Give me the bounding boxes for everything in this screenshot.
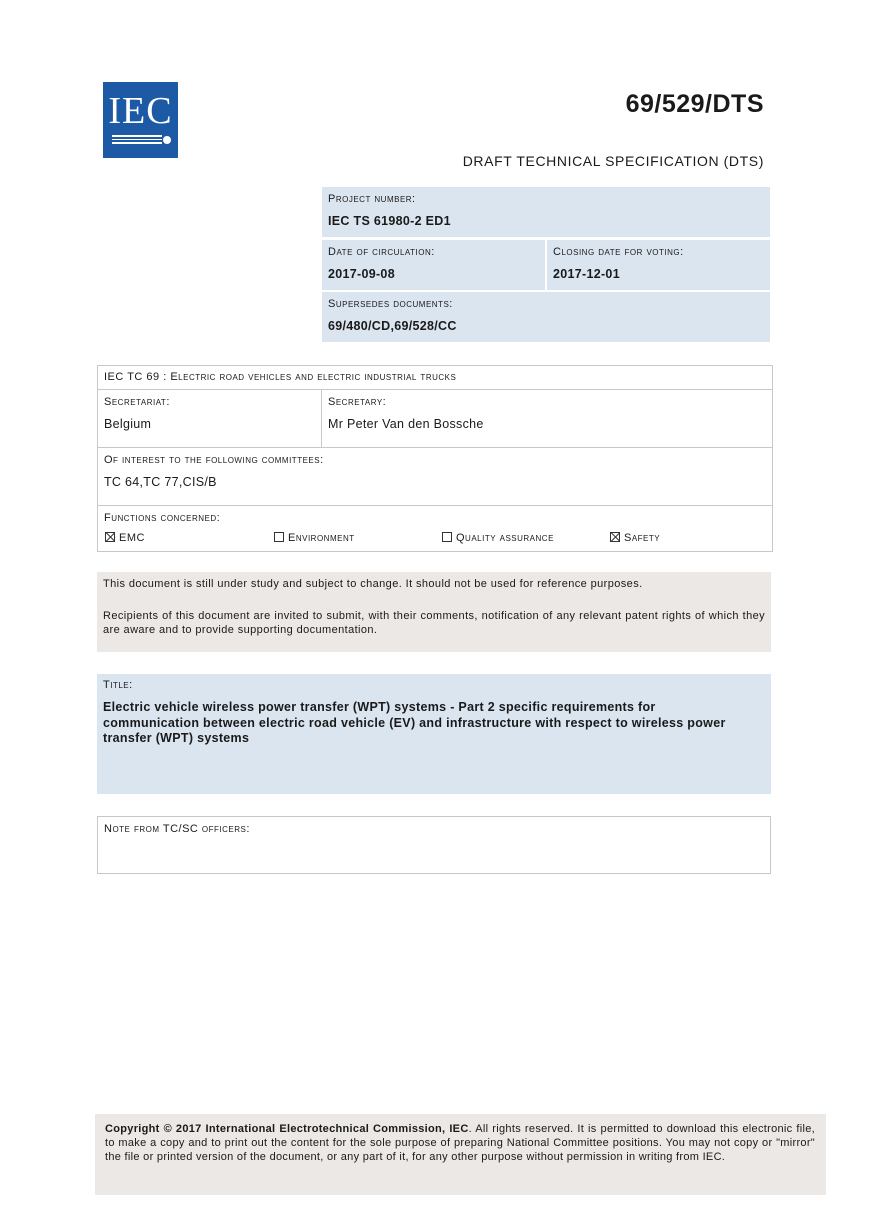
function-emc <box>105 532 145 544</box>
notice-box <box>97 572 771 652</box>
circulation-date-value: 2017-09-08 <box>328 267 395 281</box>
function-safety-label: Safety <box>624 532 661 544</box>
note-box <box>97 816 771 874</box>
tc-heading <box>104 371 456 383</box>
circulation-date-box <box>322 240 545 290</box>
function-environment-label: Environment <box>288 532 355 544</box>
closing-date-value: 2017-12-01 <box>553 267 620 281</box>
secretary-label: Secretary: <box>328 396 387 408</box>
function-emc-label: EMC <box>119 532 145 544</box>
iec-logo <box>103 82 178 158</box>
circulation-date-label: Date of circulation: <box>328 246 435 258</box>
tc-name: Electric road vehicles and electric industrial trucks <box>170 371 457 383</box>
supersedes-value: 69/480/CD,69/528/CC <box>328 319 457 333</box>
checkbox-checked-icon <box>610 532 620 542</box>
committee-table <box>97 365 773 552</box>
closing-date-label: Closing date for voting: <box>553 246 684 258</box>
secretary-cell <box>322 390 772 448</box>
checkbox-unchecked-icon <box>274 532 284 542</box>
project-number-box <box>322 187 770 237</box>
tc-prefix: IEC TC 69 : <box>104 371 171 383</box>
title-label: Title: <box>103 679 133 691</box>
secretariat-cell <box>98 390 322 448</box>
logo-text: IEC <box>108 90 173 132</box>
document-type: DRAFT TECHNICAL SPECIFICATION (DTS) <box>462 153 764 169</box>
title-box <box>97 674 771 794</box>
secretariat-value: Belgium <box>104 417 152 431</box>
checkbox-unchecked-icon <box>442 532 452 542</box>
project-number-label: Project number: <box>328 193 416 205</box>
function-environment <box>274 532 355 544</box>
checkbox-checked-icon <box>105 532 115 542</box>
supersedes-label: Supersedes documents: <box>328 298 453 310</box>
functions-cell <box>98 506 772 551</box>
function-quality-assurance <box>442 532 554 544</box>
tc-row <box>98 366 772 390</box>
copyright-text <box>105 1123 815 1164</box>
notice-line-2: Recipients of this document are invited to submit, with their comments, notification of any relevant patent rights of which they are aware and to provide supporting documentation. <box>103 610 765 636</box>
copyright-bold: Copyright © 2017 International Electrotechnical Commission, IEC <box>105 1123 469 1135</box>
function-safety <box>610 532 660 544</box>
copyright-rest: . All rights reserved. It is permitted to download this electronic file, to make a copy and to print out the content for the sole purpose of preparing National Committee positions. You may not copy or "mirror" the file or printed version of the document, or any part of it, for any other purpose without permission in writing from IEC. <box>105 1123 815 1163</box>
supersedes-box <box>322 292 770 342</box>
notice-line-1: This document is still under study and subject to change. It should not be used for reference purposes. <box>103 578 643 590</box>
function-quality-assurance-label: Quality assurance <box>456 532 554 544</box>
functions-label: Functions concerned: <box>104 512 221 524</box>
logo-lines <box>112 135 162 146</box>
document-number: 69/529/DTS <box>625 90 764 118</box>
interest-label: Of interest to the following committees: <box>104 454 324 466</box>
secretary-value: Mr Peter Van den Bossche <box>328 417 484 431</box>
project-number-value: IEC TS 61980-2 ED1 <box>328 214 451 228</box>
note-label: Note from TC/SC officers: <box>104 823 250 835</box>
copyright-box <box>95 1114 826 1195</box>
interest-value: TC 64,TC 77,CIS/B <box>104 475 217 489</box>
logo-dot <box>163 136 171 144</box>
document-title: Electric vehicle wireless power transfer (WPT) systems - Part 2 specific requirements for communication between electric road vehicle (EV) and infrastructure with respect to wireless power transfer (WPT) systems <box>103 700 726 745</box>
closing-date-box <box>547 240 770 290</box>
secretariat-label: Secretariat: <box>104 396 170 408</box>
interest-cell <box>98 448 772 506</box>
